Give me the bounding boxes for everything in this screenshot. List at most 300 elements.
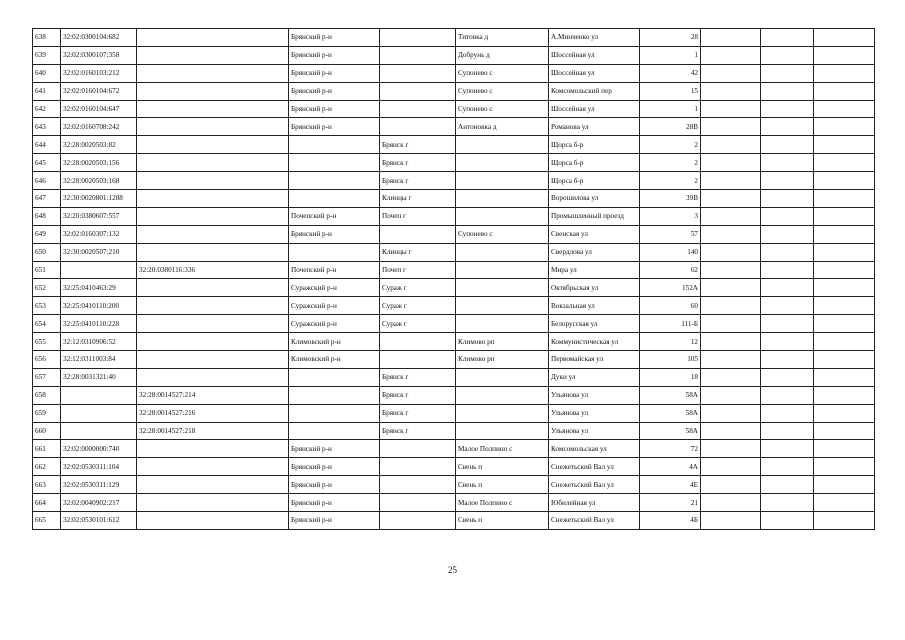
cadastral-number-cell: 32:02:0300104:682 (61, 29, 137, 47)
house-number-cell: 62 (640, 261, 701, 279)
settlement-cell (456, 190, 549, 208)
cadastral-number-alt-cell (137, 118, 289, 136)
city-cell (380, 82, 456, 100)
cadastral-number-alt-cell (137, 315, 289, 333)
empty-cell (701, 386, 761, 404)
empty-cell (814, 118, 875, 136)
cadastral-number-cell (61, 422, 137, 440)
empty-cell (761, 404, 814, 422)
settlement-cell (456, 172, 549, 190)
settlement-cell (456, 279, 549, 297)
row-number-cell: 656 (33, 351, 61, 369)
row-number-cell: 664 (33, 494, 61, 512)
settlement-cell: Климово рп (456, 333, 549, 351)
empty-cell (761, 386, 814, 404)
house-number-cell: 58А (640, 422, 701, 440)
cadastral-number-cell: 32:02:0160103:212 (61, 64, 137, 82)
street-cell: Комсомольская ул (549, 440, 640, 458)
settlement-cell: Супонево с (456, 82, 549, 100)
table-row (33, 494, 875, 512)
row-number-cell: 658 (33, 386, 61, 404)
cadastral-number-alt-cell (137, 136, 289, 154)
table-row (33, 351, 875, 369)
table-row (33, 315, 875, 333)
empty-cell (701, 136, 761, 154)
house-number-cell: 4Б (640, 512, 701, 530)
city-cell (380, 46, 456, 64)
settlement-cell: Добрунь д (456, 46, 549, 64)
empty-cell (761, 297, 814, 315)
empty-cell (701, 422, 761, 440)
empty-cell (701, 154, 761, 172)
street-cell: Коммунистическая ул (549, 333, 640, 351)
row-number-cell: 643 (33, 118, 61, 136)
city-cell: Брянск г (380, 136, 456, 154)
cadastral-number-alt-cell (137, 82, 289, 100)
cadastral-number-cell: 32:28:0031321:40 (61, 368, 137, 386)
district-cell: Брянский р-н (289, 100, 380, 118)
city-cell (380, 333, 456, 351)
settlement-cell (456, 297, 549, 315)
table-body (33, 29, 875, 530)
street-cell: Ульянова ул (549, 404, 640, 422)
cadastral-number-cell: 32:02:0530311:104 (61, 458, 137, 476)
empty-cell (761, 82, 814, 100)
empty-cell (814, 368, 875, 386)
empty-cell (701, 368, 761, 386)
street-cell: Щорса б-р (549, 154, 640, 172)
cadastral-number-alt-cell: 32:20:0380116:336 (137, 261, 289, 279)
empty-cell (761, 333, 814, 351)
empty-cell (761, 368, 814, 386)
cadastral-number-cell: 32:28:0020503:168 (61, 172, 137, 190)
street-cell: Снежетьский Вал ул (549, 458, 640, 476)
city-cell (380, 118, 456, 136)
settlement-cell: Малое Полпино с (456, 494, 549, 512)
table-row (33, 64, 875, 82)
row-number-cell: 655 (33, 333, 61, 351)
house-number-cell: 60 (640, 297, 701, 315)
cadastral-number-cell: 32:02:0160708:242 (61, 118, 137, 136)
empty-cell (701, 494, 761, 512)
street-cell: Юбилейная ул (549, 494, 640, 512)
row-number-cell: 653 (33, 297, 61, 315)
house-number-cell: 28В (640, 118, 701, 136)
table-row (33, 154, 875, 172)
page-number: 25 (448, 565, 457, 575)
cadastral-number-cell: 32:02:0000000:740 (61, 440, 137, 458)
table-row (33, 386, 875, 404)
house-number-cell: 42 (640, 64, 701, 82)
house-number-cell: 72 (640, 440, 701, 458)
cadastral-number-alt-cell (137, 297, 289, 315)
district-cell (289, 404, 380, 422)
house-number-cell: 18 (640, 368, 701, 386)
settlement-cell (456, 154, 549, 172)
cadastral-number-alt-cell (137, 494, 289, 512)
settlement-cell: Свень п (456, 458, 549, 476)
empty-cell (701, 512, 761, 530)
empty-cell (814, 82, 875, 100)
city-cell (380, 494, 456, 512)
registry-table (32, 28, 875, 530)
empty-cell (701, 243, 761, 261)
table-row (33, 279, 875, 297)
street-cell: Вокзальная ул (549, 297, 640, 315)
table-row (33, 476, 875, 494)
district-cell (289, 136, 380, 154)
empty-cell (701, 440, 761, 458)
district-cell: Климовский р-н (289, 351, 380, 369)
table-row (33, 82, 875, 100)
city-cell: Брянск г (380, 404, 456, 422)
cadastral-number-alt-cell (137, 243, 289, 261)
table-row (33, 297, 875, 315)
empty-cell (761, 100, 814, 118)
row-number-cell: 654 (33, 315, 61, 333)
district-cell: Климовский р-н (289, 333, 380, 351)
cadastral-number-alt-cell (137, 64, 289, 82)
empty-cell (814, 46, 875, 64)
empty-cell (814, 458, 875, 476)
city-cell: Сураж г (380, 279, 456, 297)
table-row (33, 100, 875, 118)
cadastral-number-alt-cell (137, 458, 289, 476)
empty-cell (701, 297, 761, 315)
empty-cell (761, 172, 814, 190)
house-number-cell: 2 (640, 172, 701, 190)
district-cell (289, 368, 380, 386)
city-cell (380, 476, 456, 494)
district-cell: Брянский р-н (289, 494, 380, 512)
empty-cell (701, 333, 761, 351)
empty-cell (701, 404, 761, 422)
empty-cell (761, 136, 814, 154)
empty-cell (701, 118, 761, 136)
empty-cell (814, 422, 875, 440)
settlement-cell: Климово рп (456, 351, 549, 369)
row-number-cell: 642 (33, 100, 61, 118)
row-number-cell: 646 (33, 172, 61, 190)
street-cell: Щорса б-р (549, 172, 640, 190)
cadastral-number-alt-cell (137, 190, 289, 208)
district-cell (289, 243, 380, 261)
empty-cell (701, 46, 761, 64)
settlement-cell (456, 422, 549, 440)
row-number-cell: 650 (33, 243, 61, 261)
cadastral-number-cell (61, 404, 137, 422)
settlement-cell: Супонево с (456, 100, 549, 118)
house-number-cell: 58А (640, 386, 701, 404)
street-cell: Шоссейная ул (549, 64, 640, 82)
cadastral-number-cell (61, 386, 137, 404)
settlement-cell (456, 315, 549, 333)
empty-cell (701, 100, 761, 118)
table-row (33, 458, 875, 476)
row-number-cell: 659 (33, 404, 61, 422)
district-cell: Брянский р-н (289, 458, 380, 476)
house-number-cell: 12 (640, 333, 701, 351)
cadastral-number-alt-cell (137, 368, 289, 386)
empty-cell (814, 225, 875, 243)
row-number-cell: 639 (33, 46, 61, 64)
house-number-cell: 2 (640, 136, 701, 154)
empty-cell (814, 64, 875, 82)
street-cell: Первомайская ул (549, 351, 640, 369)
empty-cell (761, 46, 814, 64)
table-row (33, 118, 875, 136)
house-number-cell: 3 (640, 207, 701, 225)
city-cell (380, 225, 456, 243)
cadastral-number-alt-cell (137, 512, 289, 530)
empty-cell (814, 386, 875, 404)
empty-cell (814, 440, 875, 458)
street-cell: Мира ул (549, 261, 640, 279)
house-number-cell: 1 (640, 100, 701, 118)
street-cell: А.Минченко ул (549, 29, 640, 47)
row-number-cell: 649 (33, 225, 61, 243)
street-cell: Ульянова ул (549, 386, 640, 404)
cadastral-number-cell: 32:02:0160104:647 (61, 100, 137, 118)
empty-cell (701, 261, 761, 279)
empty-cell (761, 243, 814, 261)
city-cell (380, 512, 456, 530)
district-cell: Суражский р-н (289, 315, 380, 333)
city-cell: Клинцы г (380, 243, 456, 261)
empty-cell (701, 64, 761, 82)
settlement-cell: Свень п (456, 476, 549, 494)
district-cell: Брянский р-н (289, 46, 380, 64)
city-cell: Брянск г (380, 172, 456, 190)
cadastral-number-alt-cell (137, 100, 289, 118)
table-row (33, 172, 875, 190)
settlement-cell: Супонево с (456, 64, 549, 82)
cadastral-number-cell: 32:02:0160307:132 (61, 225, 137, 243)
cadastral-number-cell: 32:25:0410463:29 (61, 279, 137, 297)
empty-cell (761, 207, 814, 225)
cadastral-number-alt-cell: 32:28:0014527:216 (137, 404, 289, 422)
empty-cell (814, 333, 875, 351)
cadastral-number-alt-cell (137, 333, 289, 351)
empty-cell (761, 29, 814, 47)
empty-cell (761, 440, 814, 458)
empty-cell (761, 190, 814, 208)
empty-cell (814, 476, 875, 494)
district-cell: Брянский р-н (289, 82, 380, 100)
table-row (33, 225, 875, 243)
empty-cell (701, 279, 761, 297)
house-number-cell: 105 (640, 351, 701, 369)
cadastral-number-cell: 32:12:0311003:84 (61, 351, 137, 369)
city-cell (380, 458, 456, 476)
cadastral-number-alt-cell (137, 440, 289, 458)
table-row (33, 136, 875, 154)
empty-cell (814, 243, 875, 261)
district-cell (289, 422, 380, 440)
empty-cell (761, 154, 814, 172)
row-number-cell: 647 (33, 190, 61, 208)
empty-cell (761, 458, 814, 476)
house-number-cell: 1 (640, 46, 701, 64)
settlement-cell: Малое Полпино с (456, 440, 549, 458)
empty-cell (761, 512, 814, 530)
empty-cell (701, 225, 761, 243)
house-number-cell: 21 (640, 494, 701, 512)
table-row (33, 46, 875, 64)
empty-cell (761, 494, 814, 512)
house-number-cell: 140 (640, 243, 701, 261)
street-cell: Промышленный проезд (549, 207, 640, 225)
row-number-cell: 663 (33, 476, 61, 494)
settlement-cell: Титовка д (456, 29, 549, 47)
empty-cell (761, 351, 814, 369)
house-number-cell: 111-Б (640, 315, 701, 333)
settlement-cell (456, 261, 549, 279)
row-number-cell: 648 (33, 207, 61, 225)
district-cell: Почепский р-н (289, 261, 380, 279)
table-row (33, 368, 875, 386)
table-row (33, 440, 875, 458)
house-number-cell: 57 (640, 225, 701, 243)
empty-cell (701, 172, 761, 190)
settlement-cell (456, 243, 549, 261)
district-cell: Брянский р-н (289, 476, 380, 494)
empty-cell (814, 279, 875, 297)
street-cell: Снежетьский Вал ул (549, 512, 640, 530)
cadastral-number-cell: 32:25:0410110:228 (61, 315, 137, 333)
empty-cell (701, 476, 761, 494)
settlement-cell: Супонево с (456, 225, 549, 243)
district-cell (289, 172, 380, 190)
district-cell (289, 190, 380, 208)
cadastral-number-cell: 32:28:0020503:82 (61, 136, 137, 154)
empty-cell (814, 494, 875, 512)
district-cell: Брянский р-н (289, 512, 380, 530)
settlement-cell: Антоновка д (456, 118, 549, 136)
empty-cell (701, 351, 761, 369)
settlement-cell: Свень п (456, 512, 549, 530)
street-cell: Дуки ул (549, 368, 640, 386)
cadastral-number-alt-cell (137, 172, 289, 190)
row-number-cell: 660 (33, 422, 61, 440)
empty-cell (814, 172, 875, 190)
district-cell: Суражский р-н (289, 297, 380, 315)
empty-cell (814, 207, 875, 225)
street-cell: Свердлова ул (549, 243, 640, 261)
city-cell: Почеп г (380, 207, 456, 225)
table-row (33, 29, 875, 47)
row-number-cell: 638 (33, 29, 61, 47)
district-cell: Почепский р-н (289, 207, 380, 225)
cadastral-number-cell: 32:02:0160104:672 (61, 82, 137, 100)
city-cell (380, 440, 456, 458)
house-number-cell: 28 (640, 29, 701, 47)
cadastral-number-cell: 32:30:0020507:210 (61, 243, 137, 261)
cadastral-number-cell: 32:02:0300107:358 (61, 46, 137, 64)
table-row (33, 261, 875, 279)
empty-cell (761, 476, 814, 494)
cadastral-number-cell: 32:30:0020801:1288 (61, 190, 137, 208)
table-row (33, 207, 875, 225)
district-cell (289, 154, 380, 172)
house-number-cell: 4Е (640, 476, 701, 494)
house-number-cell: 15 (640, 82, 701, 100)
row-number-cell: 661 (33, 440, 61, 458)
empty-cell (814, 297, 875, 315)
empty-cell (761, 64, 814, 82)
empty-cell (814, 261, 875, 279)
empty-cell (761, 118, 814, 136)
empty-cell (814, 315, 875, 333)
city-cell: Брянск г (380, 368, 456, 386)
empty-cell (701, 29, 761, 47)
empty-cell (761, 225, 814, 243)
cadastral-number-alt-cell (137, 29, 289, 47)
cadastral-number-alt-cell (137, 207, 289, 225)
empty-cell (814, 154, 875, 172)
city-cell (380, 100, 456, 118)
empty-cell (814, 100, 875, 118)
house-number-cell: 2 (640, 154, 701, 172)
row-number-cell: 657 (33, 368, 61, 386)
empty-cell (701, 458, 761, 476)
street-cell: Шоссейная ул (549, 100, 640, 118)
empty-cell (701, 190, 761, 208)
city-cell: Брянск г (380, 386, 456, 404)
district-cell: Суражский р-н (289, 279, 380, 297)
row-number-cell: 645 (33, 154, 61, 172)
city-cell (380, 64, 456, 82)
row-number-cell: 640 (33, 64, 61, 82)
city-cell: Сураж г (380, 297, 456, 315)
table-row (33, 422, 875, 440)
cadastral-number-alt-cell (137, 46, 289, 64)
city-cell: Брянск г (380, 422, 456, 440)
table-row (33, 512, 875, 530)
street-cell: Щорса б-р (549, 136, 640, 154)
settlement-cell (456, 207, 549, 225)
table-row (33, 190, 875, 208)
house-number-cell: 39В (640, 190, 701, 208)
cadastral-number-alt-cell (137, 225, 289, 243)
cadastral-number-alt-cell (137, 154, 289, 172)
empty-cell (701, 82, 761, 100)
cadastral-number-cell: 32:12:0310906:52 (61, 333, 137, 351)
row-number-cell: 644 (33, 136, 61, 154)
table-row (33, 333, 875, 351)
row-number-cell: 662 (33, 458, 61, 476)
cadastral-number-cell (61, 261, 137, 279)
empty-cell (814, 404, 875, 422)
cadastral-number-cell: 32:20:0380607:557 (61, 207, 137, 225)
cadastral-number-cell: 32:28:0020503:156 (61, 154, 137, 172)
empty-cell (814, 351, 875, 369)
city-cell: Клинцы г (380, 190, 456, 208)
row-number-cell: 665 (33, 512, 61, 530)
row-number-cell: 651 (33, 261, 61, 279)
city-cell: Почеп г (380, 261, 456, 279)
district-cell: Брянский р-н (289, 118, 380, 136)
empty-cell (814, 29, 875, 47)
cadastral-number-cell: 32:02:0040902:217 (61, 494, 137, 512)
cadastral-number-alt-cell: 32:28:0014527:214 (137, 386, 289, 404)
settlement-cell (456, 368, 549, 386)
house-number-cell: 4А (640, 458, 701, 476)
street-cell: Белорусская ул (549, 315, 640, 333)
cadastral-number-alt-cell (137, 476, 289, 494)
cadastral-number-cell: 32:02:0530311:129 (61, 476, 137, 494)
empty-cell (814, 136, 875, 154)
